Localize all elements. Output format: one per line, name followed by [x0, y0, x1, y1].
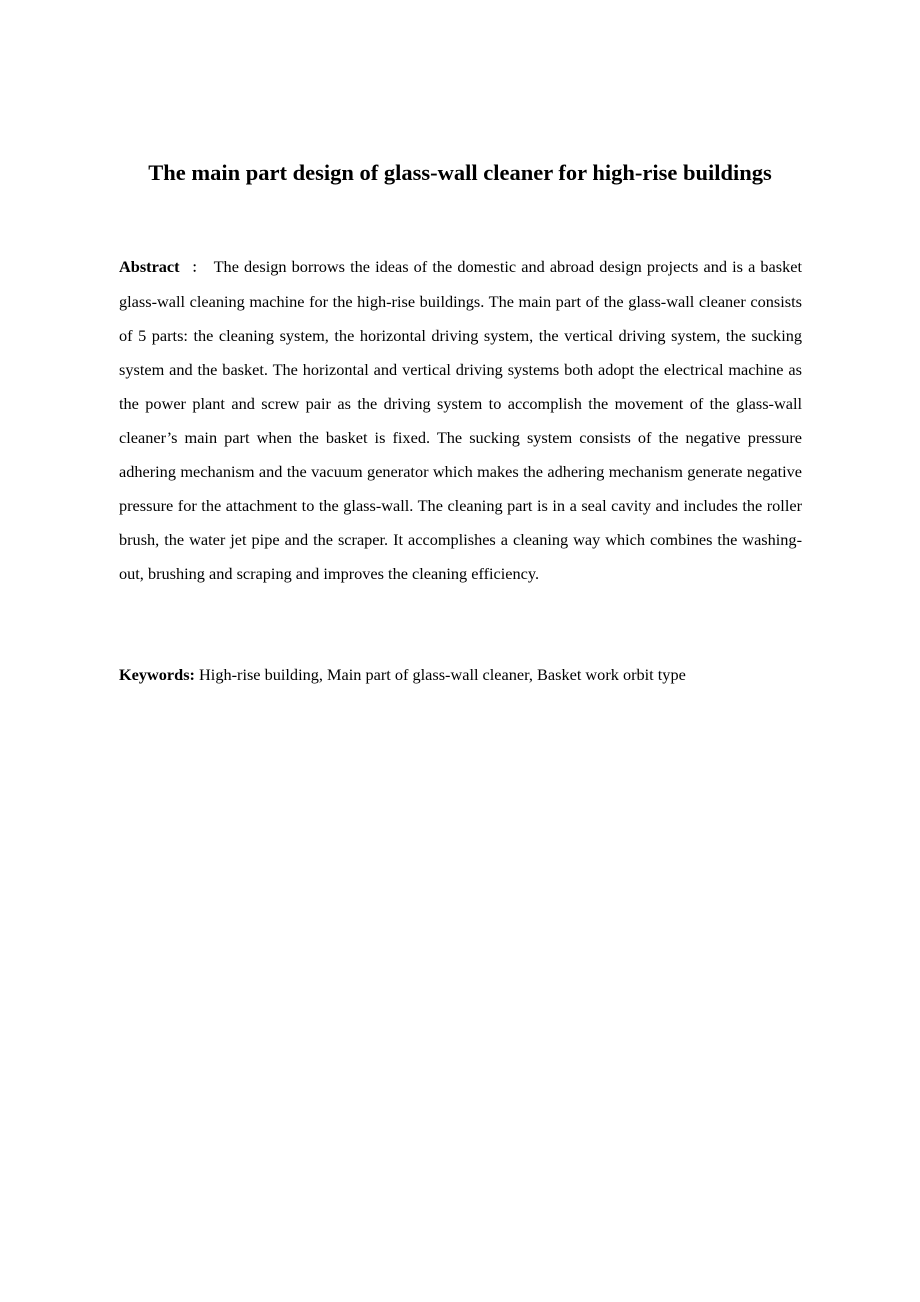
keywords-paragraph — [119, 658, 802, 692]
abstract-separator: ： — [191, 260, 205, 275]
abstract-paragraph — [119, 250, 802, 591]
abstract-text: The design borrows the ideas of the domestic and abroad design projects and is a basket glass-wall cleaning machine for the high-rise buildings. The main part of the glass-wall cleaner consists of 5 parts: the cleaning system, the horizontal driving system, the vertical driving system, the sucking system and the basket. The horizontal and vertical driving systems both adopt the electrical machine as the power plant and screw pair as the driving system to accomplish the movement of the glass-wall cleaner’s main part when the basket is fixed. The sucking system consists of the negative pressure adhering mechanism and the vacuum generator which makes the adhering mechanism generate negative pressure for the attachment to the glass-wall. The cleaning part is in a seal cavity and includes the roller brush, the water jet pipe and the scraper. It accomplishes a cleaning way which combines the washing-out, brushing and scraping and improves the cleaning efficiency. — [119, 257, 802, 583]
keywords-label: Keywords: — [119, 665, 195, 684]
paper-title: The main part design of glass-wall cleaner for high-rise buildings — [148, 160, 772, 185]
abstract-label: Abstract — [119, 257, 180, 276]
keywords-text: High-rise building, Main part of glass-wall cleaner, Basket work orbit type — [199, 665, 686, 684]
